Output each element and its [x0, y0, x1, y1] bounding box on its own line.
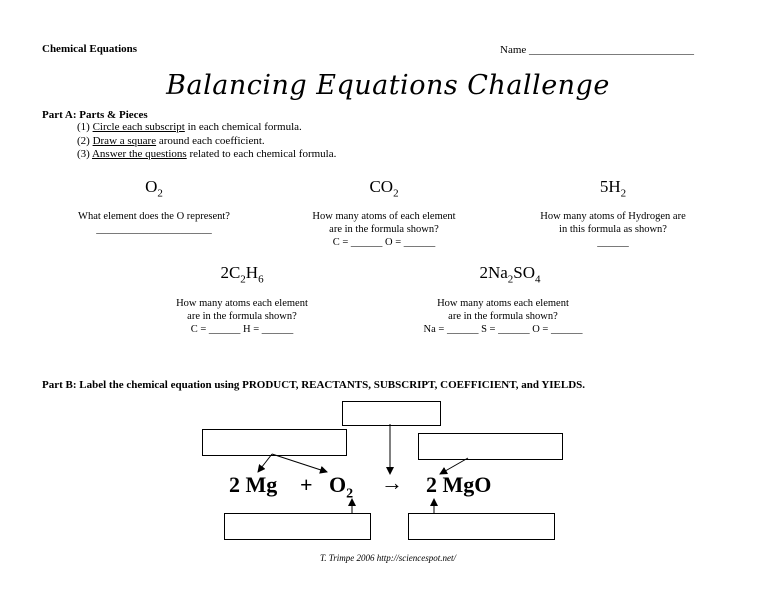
formula-o2: $O_2$ [145, 177, 163, 200]
instruction-1: (1) Circle each subscript in each chemical formula. [77, 121, 302, 133]
equation-o2: $O_2$ [329, 472, 354, 502]
instruction-3: (3) Answer the questions related to each chemical formula. [77, 148, 337, 160]
equation-yields-arrow: → [381, 470, 403, 495]
name-line: Name ______________________________ [500, 44, 695, 56]
part-b-title: Part B: Label the chemical equation using PRODUCT, REACTANTS, SUBSCRIPT, COEFFICIENT, and YIELDS. [42, 379, 586, 391]
formula-2c2h6: $2C_2H_6$ [220, 263, 264, 286]
question-co2: How many atoms of each element are in the formula shown? C = ______ O = ______ [274, 210, 494, 249]
equation-2mgo: 2 MgO [426, 472, 492, 497]
arrow-reactants-o2 [272, 454, 327, 472]
formula-co2: $CO_2$ [369, 177, 399, 200]
answer-line-co2: C = ______ O = ______ [332, 237, 436, 248]
question-o2: What element does the O represent? ______________________ [44, 210, 264, 236]
instruction-2: (2) Draw a square around each coefficient. [77, 134, 265, 147]
equation-2mg: 2 Mg [229, 472, 278, 497]
formula-2na2so4: $2Na_2SO_4$ [479, 263, 541, 286]
answer-line-2na2so4: Na = ______ S = ______ O = ______ [423, 324, 583, 335]
footer-credit: T. Trimpe 2006 http://sciencespot.net/ [319, 553, 457, 563]
answer-line-5h2: ______ [597, 237, 629, 248]
worksheet-title: Balancing Equations Challenge [166, 70, 610, 101]
equation-plus: + [300, 472, 313, 497]
answer-line-o2: ______________________ [96, 224, 212, 235]
question-2c2h6: How many atoms each element are in the formula shown? C = ______ H = ______ [132, 297, 352, 336]
question-5h2: How many atoms of Hydrogen are in this formula as shown? ______ [503, 210, 723, 249]
formula-5h2: $5H_2$ [599, 177, 627, 200]
answer-line-2c2h6: C = ______ H = ______ [190, 324, 294, 335]
part-a-title: Part A: Parts & Pieces [42, 109, 148, 121]
arrow-reactants-mg [258, 454, 272, 472]
worksheet-subject: Chemical Equations [42, 43, 138, 55]
question-2na2so4: How many atoms each element are in the formula shown? Na = ______ S = ______ O = ______ [383, 297, 623, 336]
